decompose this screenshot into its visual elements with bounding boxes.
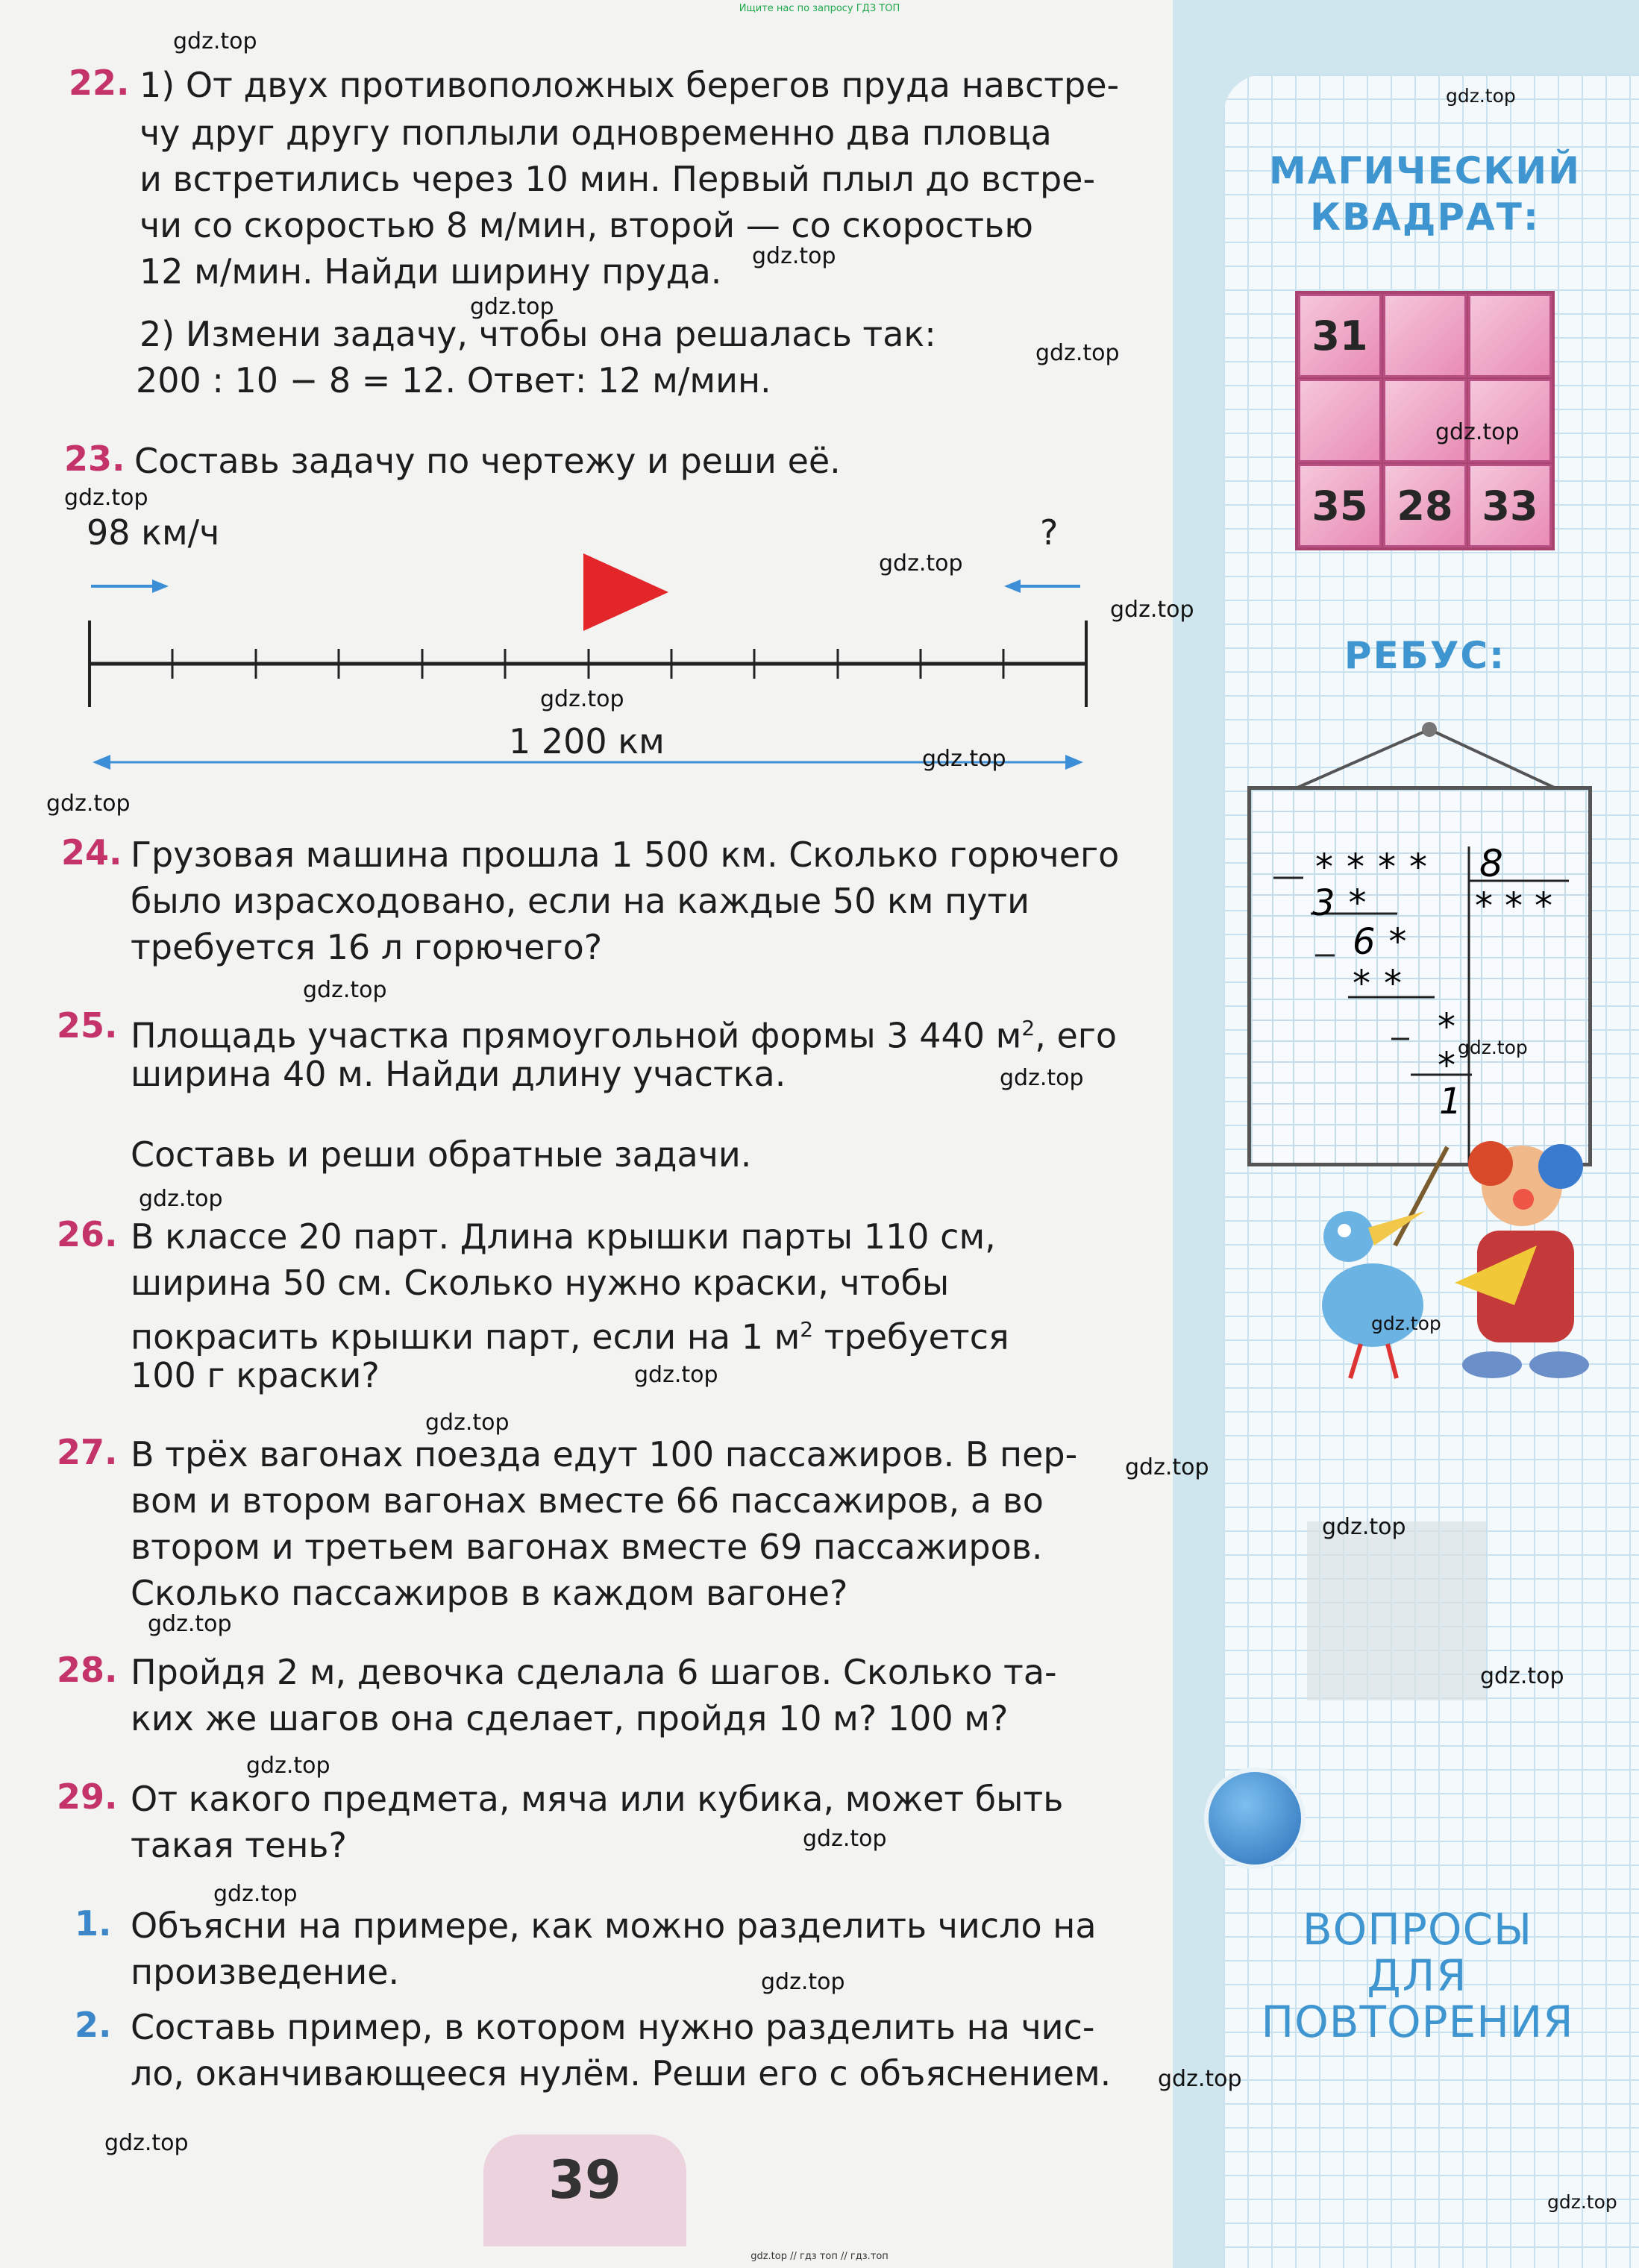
- cartoon-characters: [1268, 1141, 1611, 1387]
- diagram-distance: 1 200 км: [509, 721, 665, 761]
- task-26-number: 26.: [57, 1214, 118, 1254]
- top-note: Ищите нас по запросу ГДЗ ТОП: [739, 3, 900, 14]
- globe-icon: [1204, 1768, 1306, 1869]
- task-26-line-1: В классе 20 парт. Длина крышки парты 110 см,: [131, 1216, 996, 1257]
- watermark: gdz.top: [303, 977, 387, 1003]
- page-number: 39: [548, 2149, 621, 2211]
- magic-square-title-1: МАГИЧЕСКИЙ: [1269, 149, 1581, 192]
- magic-cell-9: 33: [1468, 464, 1552, 547]
- magic-cell-3: [1468, 294, 1552, 377]
- magic-cell-4: [1298, 379, 1382, 462]
- magic-cell-2: [1383, 294, 1467, 377]
- watermark: gdz.top: [1110, 597, 1194, 623]
- bird-icon: [1322, 1263, 1423, 1347]
- task-22-line-2: чу друг другу поплыли одновременно два пловца: [140, 113, 1052, 153]
- page-number-tab: [483, 2135, 686, 2246]
- task-22-line-4: чи со скоростью 8 м/мин, второй — со скоростью: [140, 205, 1033, 245]
- task-27-line-4: Сколько пассажиров в каждом вагоне?: [131, 1573, 848, 1613]
- task-29-line-2: такая тень?: [131, 1825, 347, 1865]
- watermark: gdz.top: [46, 791, 131, 817]
- arrowhead-right-icon: [152, 579, 169, 593]
- magic-square-title-2: КВАДРАТ:: [1310, 195, 1540, 239]
- watermark: gdz.top: [634, 1362, 718, 1388]
- watermark: gdz.top: [1458, 1037, 1528, 1058]
- task-24-number: 24.: [61, 832, 122, 873]
- task-25-line-2: ширина 40 м. Найди длину участка.: [131, 1054, 786, 1094]
- diagram-speed-right: ?: [1040, 512, 1059, 553]
- magic-cell-7: 35: [1298, 464, 1382, 547]
- task-25-number: 25.: [57, 1005, 118, 1046]
- rebus-divisor: 8: [1479, 842, 1503, 885]
- watermark: gdz.top: [1000, 1065, 1084, 1091]
- bottom-note: gdz.top // гдз топ // гдз.топ: [750, 2251, 889, 2262]
- task-27-line-2: вом и втором вагонах вместе 66 пассажиров, а во: [131, 1480, 1044, 1521]
- task-24-line-2: было израсходовано, если на каждые 50 км пути: [131, 881, 1030, 921]
- rebus-board: [1247, 786, 1592, 1166]
- rebus-dividend: ****: [1315, 846, 1441, 888]
- watermark: gdz.top: [104, 2130, 189, 2156]
- watermark: gdz.top: [64, 485, 148, 511]
- task-24-line-1: Грузовая машина прошла 1 500 км. Сколько горючего: [131, 835, 1120, 875]
- watermark: gdz.top: [470, 294, 554, 320]
- question-1-line-2: произведение.: [131, 1952, 400, 1992]
- question-1-number: 1.: [75, 1903, 112, 1944]
- rebus-subtrahend-1: 3*: [1312, 882, 1380, 924]
- task-25-line-1: Площадь участка прямоугольной формы 3 440 $м^2$, его: [131, 1015, 1118, 1056]
- watermark: gdz.top: [1371, 1313, 1441, 1334]
- watermark: gdz.top: [761, 1969, 845, 1995]
- arrowhead-left-icon: [1004, 579, 1021, 593]
- question-2-line-1: Составь пример, в котором нужно разделить на чис-: [131, 2007, 1095, 2047]
- task-28-number: 28.: [57, 1650, 118, 1690]
- question-2-number: 2.: [75, 2005, 112, 2045]
- task-28-line-1: Пройдя 2 м, девочка сделала 6 шагов. Сколько та-: [131, 1652, 1057, 1692]
- diagram-speed-left: 98 км/ч: [87, 512, 220, 553]
- watermark: gdz.top: [1158, 2066, 1242, 2092]
- review-title-3: ПОВТОРЕНИЯ: [1261, 1997, 1574, 2047]
- watermark: gdz.top: [922, 746, 1006, 772]
- task-27-number: 27.: [57, 1432, 118, 1472]
- task-23-text: Составь задачу по чертежу и реши её.: [134, 441, 841, 481]
- rebus-subtrahend-2: **: [1353, 963, 1415, 1005]
- rebus-title: РЕБУС:: [1344, 634, 1506, 677]
- question-2-line-2: ло, оканчивающееся нулём. Реши его с объяснением.: [131, 2053, 1112, 2093]
- task-27-line-3: втором и третьем вагонах вместе 69 пассажиров.: [131, 1527, 1043, 1567]
- inverse-tasks-line: Составь и реши обратные задачи.: [131, 1134, 752, 1175]
- task-22-line-3: и встретились через 10 мин. Первый плыл до встре-: [140, 159, 1096, 199]
- rebus-quotient: ***: [1475, 885, 1564, 927]
- watermark: gdz.top: [425, 1410, 510, 1436]
- rebus-row-2: 6*: [1353, 921, 1420, 963]
- task-22-number: 22.: [69, 63, 130, 103]
- watermark: gdz.top: [1480, 1663, 1564, 1689]
- watermark: gdz.top: [1446, 85, 1516, 107]
- watermark: gdz.top: [540, 686, 624, 712]
- watermark: gdz.top: [1322, 1514, 1406, 1540]
- task-24-line-3: требуется 16 л горючего?: [131, 927, 603, 967]
- rebus-row-3: *: [1438, 1006, 1455, 1048]
- magic-cell-8: 28: [1383, 464, 1467, 547]
- watermark: gdz.top: [752, 243, 836, 269]
- review-title-2: ДЛЯ: [1367, 1950, 1468, 2001]
- task-26-line-4: 100 г краски?: [131, 1355, 380, 1395]
- question-1-line-1: Объясни на примере, как можно разделить число на: [131, 1906, 1097, 1946]
- task-26-line-2: ширина 50 см. Сколько нужно краски, чтобы: [131, 1263, 950, 1303]
- watermark: gdz.top: [1125, 1454, 1209, 1480]
- rebus-hanger: [1238, 709, 1596, 798]
- flag-icon: [583, 553, 668, 631]
- watermark: gdz.top: [148, 1611, 232, 1637]
- pointer-stick-icon: [1395, 1147, 1447, 1245]
- watermark: gdz.top: [803, 1826, 887, 1852]
- rebus-subtrahend-3: *: [1438, 1045, 1455, 1087]
- rebus-remainder: 1: [1439, 1081, 1462, 1122]
- task-29-line-1: От какого предмета, мяча или кубика, может быть: [131, 1779, 1064, 1819]
- task-23-number: 23.: [64, 439, 125, 479]
- task-22-line-5: 12 м/мин. Найди ширину пруда.: [140, 251, 722, 292]
- watermark: gdz.top: [173, 28, 257, 54]
- review-title-1: ВОПРОСЫ: [1302, 1904, 1533, 1955]
- task-22-line-1: 1) От двух противоположных берегов пруда навстре-: [140, 65, 1120, 105]
- task-22-part2-line-1: 2) Измени задачу, чтобы она решалась так:: [140, 314, 936, 354]
- task-27-line-1: В трёх вагонах поезда едут 100 пассажиров. В пер-: [131, 1434, 1078, 1474]
- faded-box: [1307, 1521, 1486, 1700]
- watermark: gdz.top: [1435, 419, 1520, 445]
- task-28-line-2: ких же шагов она сделает, пройдя 10 м? 100 м?: [131, 1698, 1009, 1738]
- task-26-line-3: покрасить крышки парт, если на 1 $м^2$ требуется: [131, 1316, 1009, 1357]
- task-22-part2-line-2: 200 : 10 − 8 = 12. Ответ: 12 м/мин.: [136, 360, 771, 400]
- watermark: gdz.top: [139, 1186, 223, 1212]
- watermark: gdz.top: [1035, 340, 1120, 366]
- watermark: gdz.top: [213, 1881, 298, 1907]
- watermark: gdz.top: [246, 1753, 330, 1779]
- magic-cell-1: 31: [1298, 294, 1382, 377]
- task-29-number: 29.: [57, 1777, 118, 1817]
- watermark: gdz.top: [879, 550, 963, 577]
- watermark: gdz.top: [1547, 2191, 1617, 2213]
